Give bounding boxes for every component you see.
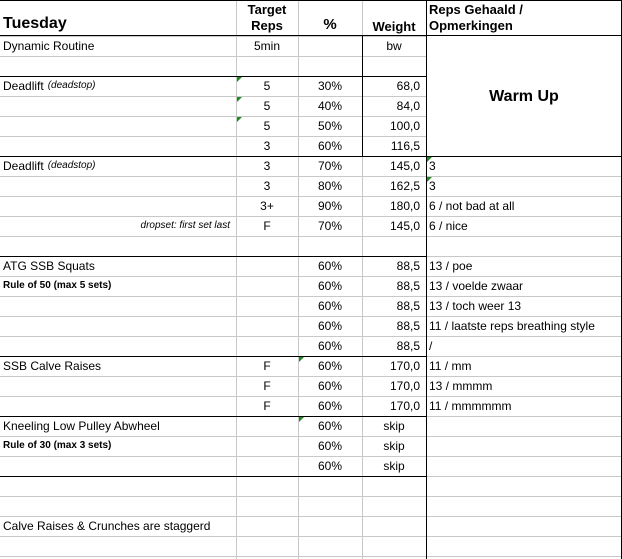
weight-value: 88,5 xyxy=(396,299,420,313)
table-row xyxy=(0,456,622,476)
section-border xyxy=(0,476,426,477)
day-title: Tuesday xyxy=(3,15,67,32)
grid-line xyxy=(0,336,426,337)
grid-line xyxy=(426,196,622,197)
exercise-label xyxy=(0,196,236,216)
note-value xyxy=(426,36,622,56)
comment-marker-icon xyxy=(427,157,432,162)
target-reps: 5 xyxy=(263,119,271,133)
weight-value: 170,0 xyxy=(389,379,420,393)
target-reps: 5min xyxy=(253,39,280,53)
target-reps: 3 xyxy=(263,139,271,153)
grid-line xyxy=(426,216,622,217)
target-reps xyxy=(236,316,298,336)
weight-value: 170,0 xyxy=(389,359,420,373)
comment-marker-icon xyxy=(237,97,242,102)
exercise-label xyxy=(0,236,236,256)
percent-value xyxy=(298,476,362,496)
percent-value: 50% xyxy=(317,119,343,133)
grid-line xyxy=(426,496,622,497)
target-reps: F xyxy=(263,219,271,233)
grid-line xyxy=(0,556,426,557)
exercise-name: Dynamic Routine xyxy=(3,39,95,53)
exercise-variant: (deadstop) xyxy=(47,160,96,171)
weight-value: 170,0 xyxy=(389,399,420,413)
exercise-label xyxy=(0,216,236,236)
percent-value: 60% xyxy=(317,139,343,153)
target-reps xyxy=(236,296,298,316)
table-row xyxy=(0,136,622,156)
table-row xyxy=(0,536,622,556)
note-value: / xyxy=(429,339,433,353)
table-row xyxy=(0,176,622,196)
target-reps xyxy=(236,536,298,556)
weight-value: skip xyxy=(383,419,405,433)
grid-line xyxy=(426,316,622,317)
header-target-reps-line2: Reps xyxy=(251,17,283,33)
weight-value: 88,5 xyxy=(396,259,420,273)
weight-value xyxy=(362,496,426,516)
table-row xyxy=(0,216,622,236)
note-value xyxy=(426,116,622,136)
table-row xyxy=(0,496,622,516)
exercise-name: dropset: first set last xyxy=(140,220,230,231)
weight-value xyxy=(362,476,426,496)
table-border xyxy=(0,35,622,36)
target-reps xyxy=(236,236,298,256)
note-value xyxy=(426,136,622,156)
grid-line xyxy=(426,276,622,277)
target-reps: 5 xyxy=(263,99,271,113)
exercise-label xyxy=(0,176,236,196)
table-row xyxy=(0,196,622,216)
header-notes-line1: Reps Gehaald / xyxy=(429,1,523,17)
target-reps xyxy=(236,436,298,456)
exercise-label xyxy=(0,536,236,556)
grid-line xyxy=(0,516,426,517)
weight-value: 116,5 xyxy=(390,139,420,153)
percent-value: 60% xyxy=(317,319,343,333)
note-value xyxy=(426,416,622,436)
weight-value: 68,0 xyxy=(396,79,420,93)
exercise-label xyxy=(0,396,236,416)
weight-value: 84,0 xyxy=(396,99,420,113)
table-row xyxy=(0,56,622,76)
table-row xyxy=(0,156,622,176)
table-row xyxy=(0,96,622,116)
target-reps xyxy=(236,336,298,356)
percent-value: 40% xyxy=(317,99,343,113)
target-reps: F xyxy=(263,399,271,413)
grid-line xyxy=(0,296,426,297)
column-border xyxy=(426,0,427,559)
grid-line xyxy=(426,236,622,237)
note-value xyxy=(426,436,622,456)
grid-line xyxy=(0,176,426,177)
exercise-label xyxy=(0,96,236,116)
table-row xyxy=(0,476,622,496)
table-row xyxy=(0,516,622,536)
grid-line xyxy=(426,296,622,297)
comment-marker-icon xyxy=(427,177,432,182)
weight-value: 145,0 xyxy=(389,159,420,173)
percent-value: 70% xyxy=(317,159,343,173)
note-value: 13 / voelde zwaar xyxy=(429,279,524,293)
note-value xyxy=(426,76,622,96)
weight-value: 100,0 xyxy=(389,119,420,133)
section-border xyxy=(0,256,426,257)
percent-value: 90% xyxy=(317,199,343,213)
percent-value: 70% xyxy=(317,219,343,233)
target-reps xyxy=(236,496,298,516)
percent-value xyxy=(298,36,362,56)
note-value: 3 xyxy=(429,179,436,193)
section-border xyxy=(0,156,622,157)
percent-value xyxy=(298,236,362,256)
exercise-variant: (deadstop) xyxy=(47,80,96,91)
exercise-label xyxy=(0,116,236,136)
target-reps xyxy=(236,56,298,76)
exercise-name: Kneeling Low Pulley Abwheel xyxy=(3,419,160,433)
grid-line xyxy=(0,316,426,317)
weight-value: 88,5 xyxy=(396,319,420,333)
note-value xyxy=(426,96,622,116)
weight-value: skip xyxy=(383,439,405,453)
table-row xyxy=(0,296,622,316)
grid-line xyxy=(426,356,622,357)
table-row xyxy=(0,256,622,276)
grid-line xyxy=(0,536,426,537)
table-row xyxy=(0,356,622,376)
exercise-label xyxy=(0,256,236,276)
table-row xyxy=(0,116,622,136)
grid-line xyxy=(0,236,426,237)
exercise-label xyxy=(0,276,236,296)
grid-line xyxy=(0,216,426,217)
grid-line xyxy=(426,476,622,477)
exercise-label xyxy=(0,436,236,456)
percent-value: 80% xyxy=(317,179,343,193)
note-value: 13 / poe xyxy=(429,259,473,273)
percent-value xyxy=(298,516,362,536)
target-reps: 5 xyxy=(263,79,271,93)
percent-value: 60% xyxy=(317,359,343,373)
weight-value: 88,5 xyxy=(396,279,420,293)
warm-up-label: Warm Up xyxy=(489,88,559,105)
target-reps: F xyxy=(263,379,271,393)
note-value xyxy=(426,536,622,556)
table-row xyxy=(0,236,622,256)
note-value: 13 / toch weer 13 xyxy=(429,299,522,313)
percent-value: 60% xyxy=(317,279,343,293)
note-value xyxy=(426,56,622,76)
column-border xyxy=(362,36,363,156)
percent-value: 60% xyxy=(317,259,343,273)
weight-value xyxy=(362,56,426,76)
target-reps xyxy=(236,276,298,296)
header-notes-line2: Opmerkingen xyxy=(429,17,513,33)
exercise-label xyxy=(0,376,236,396)
target-reps: 3 xyxy=(263,179,271,193)
target-reps: 3 xyxy=(263,159,271,173)
grid-line xyxy=(0,396,426,397)
exercise-name: Rule of 30 (max 3 sets) xyxy=(3,440,112,451)
grid-line xyxy=(0,196,426,197)
grid-line xyxy=(0,276,426,277)
exercise-name: SSB Calve Raises xyxy=(3,359,102,373)
grid-line xyxy=(426,536,622,537)
grid-line xyxy=(426,256,622,257)
exercise-name: Rule of 50 (max 5 sets) xyxy=(3,280,112,291)
target-reps xyxy=(236,476,298,496)
weight-value xyxy=(362,516,426,536)
section-border xyxy=(0,356,426,357)
grid-line xyxy=(0,456,426,457)
percent-value: 30% xyxy=(317,79,343,93)
exercise-label xyxy=(0,156,236,176)
table-row xyxy=(0,76,622,96)
note-value: 13 / mmmm xyxy=(429,379,493,393)
exercise-name: ATG SSB Squats xyxy=(3,259,95,273)
grid-line xyxy=(426,176,622,177)
target-reps: 3+ xyxy=(260,199,274,213)
table-border xyxy=(0,0,622,1)
weight-value: 162,5 xyxy=(389,179,420,193)
table-row xyxy=(0,36,622,56)
note-value xyxy=(426,476,622,496)
section-border xyxy=(0,416,426,417)
note-value: 3 xyxy=(429,159,436,173)
exercise-label xyxy=(0,296,236,316)
comment-marker-icon xyxy=(237,77,242,82)
header-percent: % xyxy=(323,15,337,33)
table-row xyxy=(0,436,622,456)
grid-line xyxy=(426,436,622,437)
grid-line xyxy=(426,336,622,337)
header-weight: Weight xyxy=(372,18,416,34)
percent-value xyxy=(298,496,362,516)
percent-value xyxy=(298,536,362,556)
exercise-label xyxy=(0,56,236,76)
grid-line xyxy=(426,416,622,417)
exercise-label xyxy=(0,496,236,516)
comment-marker-icon xyxy=(299,357,304,362)
comment-marker-icon xyxy=(237,117,242,122)
note-value: 6 / nice xyxy=(429,219,468,233)
target-reps xyxy=(236,456,298,476)
grid-line xyxy=(0,496,426,497)
table-row xyxy=(0,396,622,416)
percent-value: 60% xyxy=(317,439,343,453)
note-value xyxy=(426,496,622,516)
exercise-label xyxy=(0,76,236,96)
exercise-name: Calve Raises & Crunches are staggerd xyxy=(3,519,211,533)
table-row xyxy=(0,276,622,296)
percent-value: 60% xyxy=(317,399,343,413)
weight-value: 145,0 xyxy=(389,219,420,233)
target-reps xyxy=(236,516,298,536)
percent-value xyxy=(298,56,362,76)
note-value: 11 / mmmmmm xyxy=(429,399,512,413)
table-row xyxy=(0,336,622,356)
percent-value: 60% xyxy=(317,419,343,433)
target-reps xyxy=(236,256,298,276)
target-reps xyxy=(236,416,298,436)
table-row xyxy=(0,376,622,396)
weight-value: bw xyxy=(386,39,402,53)
exercise-name: Deadlift xyxy=(3,79,44,93)
note-value xyxy=(426,236,622,256)
grid-line xyxy=(426,556,622,557)
grid-line xyxy=(426,456,622,457)
header-target-reps-line1: Target xyxy=(247,1,287,17)
percent-value: 60% xyxy=(317,379,343,393)
percent-value: 60% xyxy=(317,339,343,353)
exercise-label xyxy=(0,516,236,536)
exercise-label xyxy=(0,456,236,476)
table-row xyxy=(0,316,622,336)
note-value xyxy=(426,516,622,536)
note-value: 11 / mm xyxy=(429,359,472,373)
comment-marker-icon xyxy=(299,417,304,422)
exercise-label xyxy=(0,36,236,56)
exercise-name: Deadlift xyxy=(3,159,44,173)
exercise-label xyxy=(0,316,236,336)
grid-line xyxy=(426,396,622,397)
percent-value: 60% xyxy=(317,299,343,313)
exercise-label xyxy=(0,336,236,356)
exercise-label xyxy=(0,476,236,496)
note-value: 11 / laatste reps breathing style xyxy=(429,319,595,333)
grid-line xyxy=(426,516,622,517)
target-reps: F xyxy=(263,359,271,373)
exercise-label xyxy=(0,356,236,376)
section-border xyxy=(0,76,426,77)
weight-value: 88,5 xyxy=(396,339,420,353)
weight-value: 180,0 xyxy=(389,199,420,213)
weight-value xyxy=(362,236,426,256)
grid-line xyxy=(0,436,426,437)
exercise-label xyxy=(0,416,236,436)
weight-value xyxy=(362,536,426,556)
grid-line xyxy=(0,376,426,377)
note-value xyxy=(426,456,622,476)
exercise-label xyxy=(0,136,236,156)
note-value: 6 / not bad at all xyxy=(429,199,515,213)
percent-value: 60% xyxy=(317,459,343,473)
table-row xyxy=(0,416,622,436)
weight-value: skip xyxy=(383,459,405,473)
grid-line xyxy=(426,376,622,377)
